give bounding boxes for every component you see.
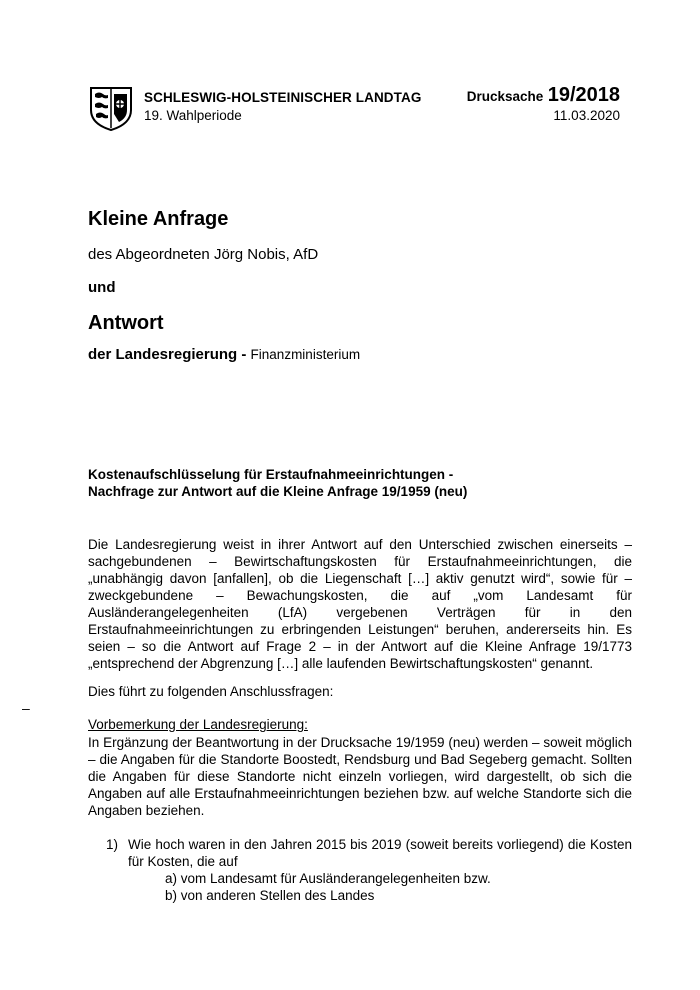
title-und: und bbox=[88, 279, 116, 296]
document-date: 11.03.2020 bbox=[553, 108, 620, 123]
institution-name: SCHLESWIG-HOLSTEINISCHER LANDTAG bbox=[144, 90, 422, 105]
followup-intro: Dies führt zu folgenden Anschlussfragen: bbox=[88, 684, 334, 699]
legislative-period: 19. Wahlperiode bbox=[144, 108, 242, 123]
government-line bbox=[88, 346, 360, 363]
question-1-item-a: a) vom Landesamt für Ausländerangelegenheiten bzw. bbox=[165, 871, 491, 886]
question-1-item-b: b) von anderen Stellen des Landes bbox=[165, 888, 375, 903]
coat-of-arms-icon bbox=[89, 84, 133, 132]
preliminary-remark-title: Vorbemerkung der Landesregierung: bbox=[88, 717, 308, 732]
document-number-label: Drucksache bbox=[466, 89, 544, 104]
margin-dash: – bbox=[22, 700, 30, 716]
question-1 bbox=[106, 836, 632, 904]
government-label: der Landesregierung - bbox=[88, 346, 247, 363]
intro-paragraph: Die Landesregierung weist in ihrer Antwort auf den Unterschied zwischen einerseits – sachgebundenen – Bewirtschaftungskosten für Erstaufnahmeeinrichtungen, die „unabhängig davon [anfallen], ob die Liegenschaft […] aktiv genutzt wird“, sowie für – zweckgebundene – Bewachungskosten, die auf „vom Landesamt für Ausländerangelegenheiten (LfA) vergebenen Verträgen für in den Erstaufnahmeeinrichtungen zu erbringenden Leistungen“ beruhen, andererseits hin. Es seien – so die Antwort auf Frage 2 – in der Antwort auf die Kleine Anfrage 19/1773 „entsprechend der Abgrenzung […] alle laufenden Bewirtschaftungskosten“ genannt. bbox=[88, 537, 632, 671]
title-antwort: Antwort bbox=[88, 312, 164, 334]
subject bbox=[88, 466, 467, 500]
document-number bbox=[467, 84, 620, 107]
question-1-number: 1) bbox=[106, 837, 119, 852]
subject-line-1: Kostenaufschlüsselung für Erstaufnahmeeinrichtungen - bbox=[88, 467, 454, 482]
title-kleine-anfrage: Kleine Anfrage bbox=[88, 208, 229, 230]
ministry-name: Finanzministerium bbox=[250, 347, 361, 362]
question-1-text: Wie hoch waren in den Jahren 2015 bis 2019 (soweit bereits vorliegend) die Kosten für Kosten, die auf bbox=[128, 837, 632, 869]
preliminary-remark: In Ergänzung der Beantwortung in der Drucksache 19/1959 (neu) werden – soweit möglich – die Angaben für die Standorte Boostedt, Rendsburg und Bad Segeberg gemacht. Sollten die Angaben für diese Standorte nicht einzeln vorliegen, wird dargestellt, ob sich die Angaben auf alle Erstaufnahmeeinrichtungen beziehen bzw. auf welche Standorte sich die Angaben beziehen. bbox=[88, 735, 632, 818]
subject-line-2: Nachfrage zur Antwort auf die Kleine Anfrage 19/1959 (neu) bbox=[88, 484, 468, 499]
author-line: des Abgeordneten Jörg Nobis, AfD bbox=[88, 246, 319, 263]
document-number-value: 19/2018 bbox=[547, 84, 620, 106]
